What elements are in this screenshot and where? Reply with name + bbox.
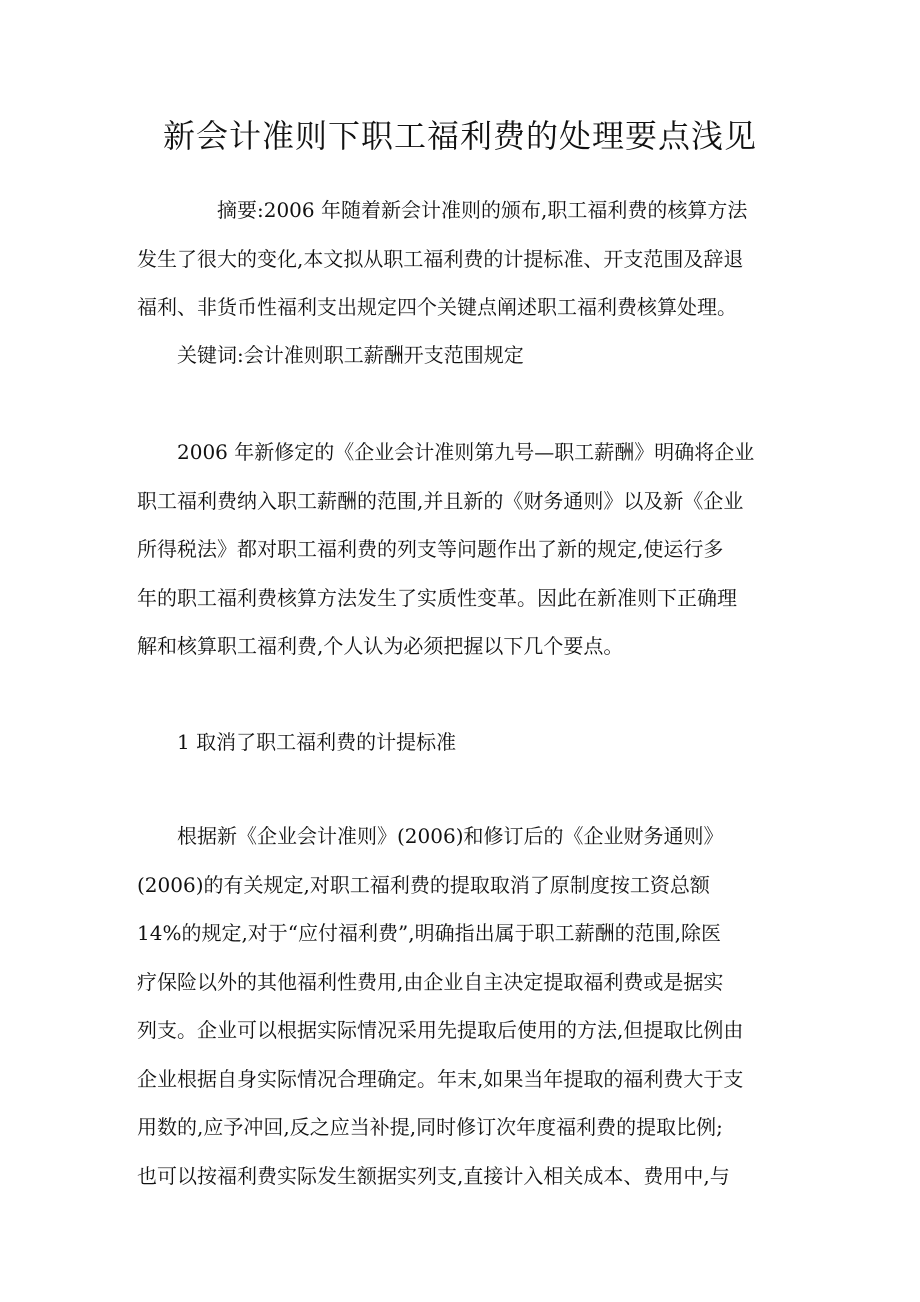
section1-line: 疗保险以外的其他福利性费用,由企业自主决定提取福利费或是据实 — [137, 969, 724, 994]
abstract-line: 福利、非货币性福利支出规定四个关键点阐述职工福利费核算处理。 — [137, 295, 737, 319]
section1-line: 列支。企业可以根据实际情况采用先提取后使用的方法,但提取比例由 — [137, 1018, 744, 1042]
intro-line: 2006 年新修定的《企业会计准则第九号—职工薪酬》明确将企业 — [177, 440, 755, 464]
intro-line: 解和核算职工福利费,个人认为必须把握以下几个要点。 — [137, 634, 624, 658]
section1-line: (2006)的有关规定,对职工福利费的提取取消了原制度按工资总额 — [137, 872, 710, 897]
page-title: 新会计准则下职工福利费的处理要点浅见 — [162, 117, 757, 155]
abstract-line: 发生了很大的变化,本文拟从职工福利费的计提标准、开支范围及辞退 — [137, 246, 744, 271]
intro-line: 所得税法》都对职工福利费的列支等问题作出了新的规定,使运行多 — [137, 537, 724, 561]
section1-line: 企业根据自身实际情况合理确定。年末,如果当年提取的福利费大于支 — [137, 1066, 744, 1091]
abstract-line: 摘要:2006 年随着新会计准则的颁布,职工福利费的核算方法 — [217, 198, 748, 222]
section1-line: 14%的规定,对于“应付福利费”,明确指出属于职工薪酬的范围,除医 — [137, 921, 721, 945]
intro-line: 年的职工福利费核算方法发生了实质性变革。因此在新准则下正确理 — [137, 585, 737, 610]
intro-line: 职工福利费纳入职工薪酬的范围,并且新的《财务通则》以及新《企业 — [137, 488, 744, 513]
section1-line: 用数的,应予冲回,反之应当补提,同时修订次年度福利费的提取比例; — [137, 1115, 723, 1139]
section-heading: 1 取消了职工福利费的计提标准 — [177, 730, 457, 754]
keywords-line: 关键词:会计准则职工薪酬开支范围规定 — [177, 343, 524, 367]
section1-paragraph — [137, 812, 787, 1200]
intro-paragraph — [137, 428, 787, 671]
section1-line: 根据新《企业会计准则》(2006)和修订后的《企业财务通则》 — [177, 824, 724, 848]
abstract-paragraph — [137, 186, 787, 332]
section1-line: 也可以按福利费实际发生额据实列支,直接计入相关成本、费用中,与 — [137, 1163, 730, 1188]
